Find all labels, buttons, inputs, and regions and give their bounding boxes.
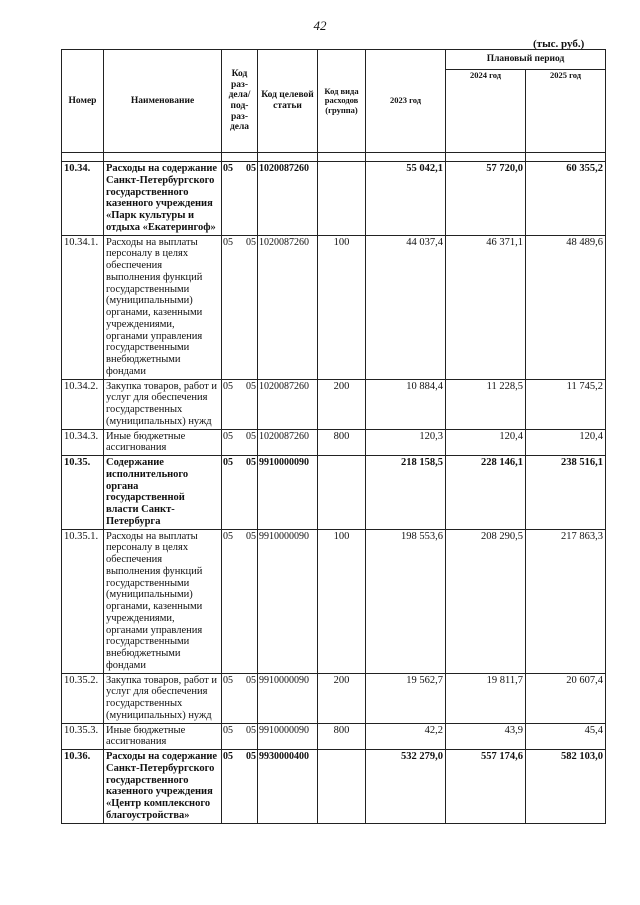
row-section: 05 05 (222, 750, 258, 824)
row-target: 9930000400 (258, 750, 318, 824)
row-target: 1020087260 (258, 379, 318, 429)
row-expense-type: 200 (318, 379, 366, 429)
row-expense-type (318, 162, 366, 236)
row-number: 10.35.3. (62, 723, 104, 750)
row-2024: 228 146,1 (446, 456, 526, 530)
table-row (62, 235, 606, 379)
table-row (62, 750, 606, 824)
row-expense-type: 100 (318, 529, 366, 673)
row-section: 05 05 (222, 456, 258, 530)
table-row (62, 723, 606, 750)
table-row (62, 379, 606, 429)
row-number: 10.34.2. (62, 379, 104, 429)
row-target: 9910000090 (258, 456, 318, 530)
row-section: 05 05 (222, 673, 258, 723)
header-2023: 2023 год (366, 50, 446, 153)
row-section: 05 05 (222, 429, 258, 456)
row-section: 05 05 (222, 235, 258, 379)
row-2024: 11 228,5 (446, 379, 526, 429)
header-2024: 2024 год (446, 69, 526, 152)
row-2023: 42,2 (366, 723, 446, 750)
row-name: Иные бюджетные ассигнования (104, 723, 222, 750)
row-2023: 55 042,1 (366, 162, 446, 236)
row-name: Расходы на выплаты персоналу в целях обеспечения выполнения функций государственными (муниципальными) органами, казенными учреждениями, органами управления государственными внебюджетными фондами (104, 235, 222, 379)
table-row (62, 529, 606, 673)
row-2025: 48 489,6 (526, 235, 606, 379)
table-row (62, 162, 606, 236)
header-target: Код целевой статьи (258, 50, 318, 153)
row-number: 10.35.2. (62, 673, 104, 723)
table-row (62, 456, 606, 530)
row-2025: 582 103,0 (526, 750, 606, 824)
row-number: 10.36. (62, 750, 104, 824)
row-name: Закупка товаров, работ и услуг для обеспечения государственных (муниципальных) нужд (104, 379, 222, 429)
row-name: Расходы на содержание Санкт-Петербургского государственного казенного учреждения «Парк культуры и отдыха «Екатерингоф» (104, 162, 222, 236)
row-2025: 217 863,3 (526, 529, 606, 673)
row-expense-type: 800 (318, 429, 366, 456)
row-2023: 218 158,5 (366, 456, 446, 530)
units-label: (тыс. руб.) (533, 38, 585, 50)
table-row (62, 673, 606, 723)
row-number: 10.35. (62, 456, 104, 530)
budget-table (61, 49, 606, 824)
row-expense-type (318, 750, 366, 824)
row-2024: 57 720,0 (446, 162, 526, 236)
spacer-row (62, 153, 606, 162)
header-number: Номер (62, 50, 104, 153)
row-section: 05 05 (222, 162, 258, 236)
row-expense-type: 200 (318, 673, 366, 723)
row-name: Закупка товаров, работ и услуг для обеспечения государственных (муниципальных) нужд (104, 673, 222, 723)
row-2024: 19 811,7 (446, 673, 526, 723)
row-number: 10.34.1. (62, 235, 104, 379)
header-expense: Код вида расходов (группа) (318, 50, 366, 153)
row-section: 05 05 (222, 723, 258, 750)
row-name: Иные бюджетные ассигнования (104, 429, 222, 456)
row-name: Расходы на содержание Санкт-Петербургского государственного казенного учреждения «Центр комплексного благоустройства» (104, 750, 222, 824)
header-name: Наименование (104, 50, 222, 153)
row-expense-type: 800 (318, 723, 366, 750)
row-2023: 44 037,4 (366, 235, 446, 379)
row-expense-type (318, 456, 366, 530)
row-section: 05 05 (222, 379, 258, 429)
row-2025: 20 607,4 (526, 673, 606, 723)
row-target: 1020087260 (258, 235, 318, 379)
row-number: 10.34.3. (62, 429, 104, 456)
row-2023: 532 279,0 (366, 750, 446, 824)
row-number: 10.35.1. (62, 529, 104, 673)
row-2023: 10 884,4 (366, 379, 446, 429)
row-name: Расходы на выплаты персоналу в целях обеспечения выполнения функций государственными (муниципальными) органами, казенными учреждениями, органами управления государственными внебюджетными фондами (104, 529, 222, 673)
row-section: 05 05 (222, 529, 258, 673)
row-target: 9910000090 (258, 723, 318, 750)
row-name: Содержание исполнительного органа государственной власти Санкт-Петербурга (104, 456, 222, 530)
row-2024: 557 174,6 (446, 750, 526, 824)
row-expense-type: 100 (318, 235, 366, 379)
row-number: 10.34. (62, 162, 104, 236)
row-2025: 120,4 (526, 429, 606, 456)
page-number: 42 (313, 18, 327, 33)
row-2024: 46 371,1 (446, 235, 526, 379)
header-2025: 2025 год (526, 69, 606, 152)
row-2024: 120,4 (446, 429, 526, 456)
row-2023: 198 553,6 (366, 529, 446, 673)
row-target: 1020087260 (258, 429, 318, 456)
row-2024: 208 290,5 (446, 529, 526, 673)
row-2025: 238 516,1 (526, 456, 606, 530)
table-row (62, 429, 606, 456)
header-section: Код раз-дела/ под-раз-дела (222, 50, 258, 153)
row-2025: 60 355,2 (526, 162, 606, 236)
row-2025: 45,4 (526, 723, 606, 750)
row-2023: 19 562,7 (366, 673, 446, 723)
header-planned: Плановый период (446, 50, 606, 70)
row-2024: 43,9 (446, 723, 526, 750)
row-target: 1020087260 (258, 162, 318, 236)
row-target: 9910000090 (258, 673, 318, 723)
row-2023: 120,3 (366, 429, 446, 456)
row-2025: 11 745,2 (526, 379, 606, 429)
row-target: 9910000090 (258, 529, 318, 673)
